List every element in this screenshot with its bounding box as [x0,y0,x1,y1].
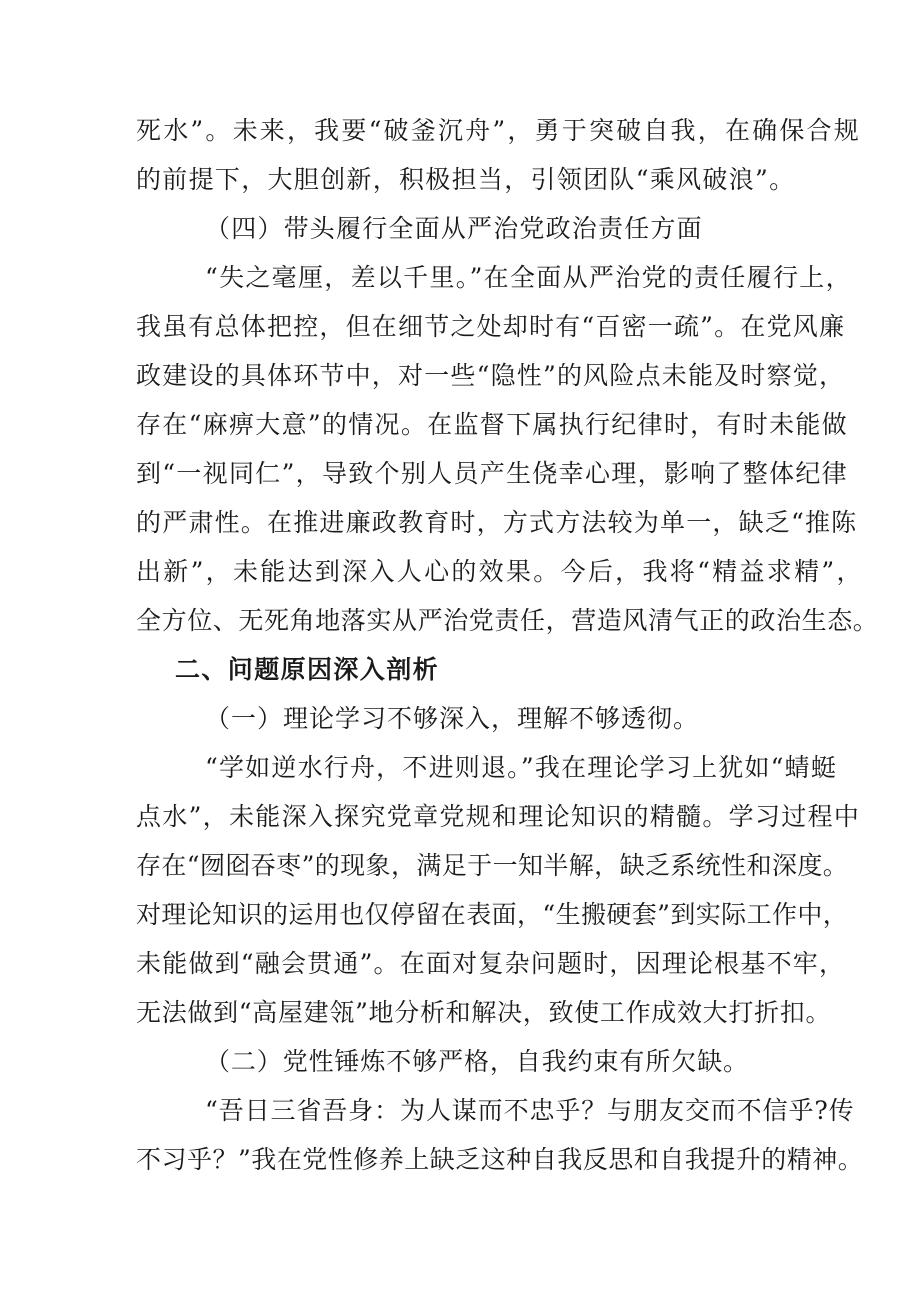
paragraph-line: 无法做到“高屋建瓴”地分析和解决，致使工作成效大打折扣。 [136,998,832,1027]
paragraph-line: “吾日三省吾身：为人谋而不忠乎？与朋友交而不信乎?传 [205,1096,855,1125]
paragraph-line: 全方位、无死角地落实从严治党责任，营造风清气正的政治生态。 [136,606,879,635]
subsection-heading: （四）带头履行全面从严治党政治责任方面 [205,214,703,243]
paragraph-line: 存在“囫囵吞枣”的现象，满足于一知半解，缺乏系统性和深度。 [136,851,849,880]
section-heading: 二、问题原因深入剖析 [175,655,440,684]
paragraph-line: 对理论知识的运用也仅停留在表面，“生搬硬套”到实际工作中， [136,900,849,929]
paragraph-line: 不习乎？”我在党性修养上缺乏这种自我反思和自我提升的精神。 [136,1145,864,1174]
paragraph-line: “学如逆水行舟，不进则退。”我在理论学习上犹如“蜻蜓 [205,753,838,782]
paragraph-line: 点水”，未能深入探究党章党规和理论知识的精髓。学习过程中 [136,802,861,831]
paragraph-line: 死水”。未来，我要“破釜沉舟”，勇于突破自我，在确保合规 [136,116,861,145]
paragraph-line: 出新”，未能达到深入人心的效果。今后，我将“精益求精”， [136,557,864,586]
paragraph-line: 到“一视同仁”，导致个别人员产生侥幸心理，影响了整体纪律 [136,459,848,488]
paragraph-line: 未能做到“融会贯通”。在面对复杂问题时，因理论根基不牢， [136,949,846,978]
paragraph-line: 政建设的具体环节中，对一些“隐性”的风险点未能及时察觉， [136,361,846,390]
subsection-heading: （二）党性锤炼不够严格，自我约束有所欠缺。 [205,1047,749,1076]
paragraph-line: 的严肃性。在推进廉政教育时，方式方法较为单一，缺乏“推陈 [136,508,858,537]
paragraph-line: 的前提下，大胆创新，积极担当，引领团队“乘风破浪”。 [136,165,796,194]
subsection-heading: （一）理论学习不够深入，理解不够透彻。 [205,704,700,733]
paragraph-line: 存在“麻痹大意”的情况。在监督下属执行纪律时，有时未能做 [136,410,848,439]
paragraph-line: 我虽有总体把控，但在细节之处却时有“百密一疏”。在党风廉 [136,312,846,341]
paragraph-line: “失之毫厘，差以千里。”在全面从严治党的责任履行上， [205,263,852,292]
